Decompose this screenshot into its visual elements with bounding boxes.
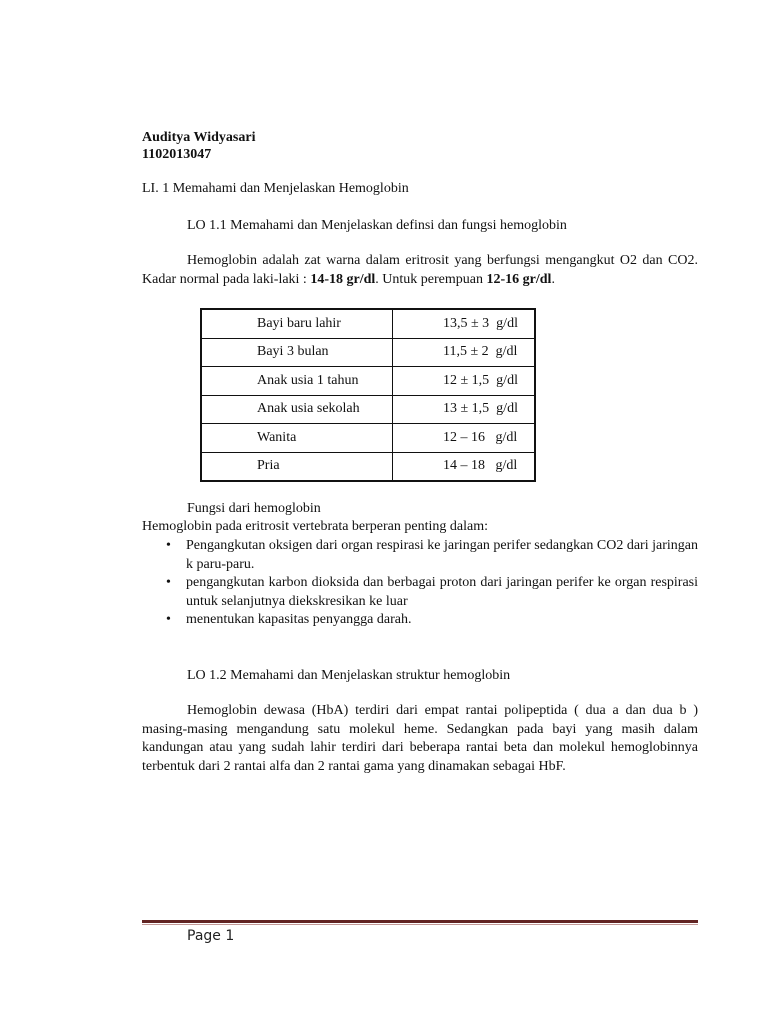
bullet-icon: • bbox=[166, 575, 171, 590]
hb-value-cell: 13,5 ± 3 g/dl bbox=[393, 309, 536, 338]
para-text: . bbox=[551, 271, 555, 287]
age-group-cell: Bayi 3 bulan bbox=[201, 338, 393, 367]
table-row bbox=[201, 424, 535, 453]
hb-value-cell: 12 ± 1,5 g/dl bbox=[393, 367, 536, 396]
hb-value-cell: 11,5 ± 2 g/dl bbox=[393, 338, 536, 367]
paragraph-hemoglobin-structure: Hemoglobin dewasa (HbA) terdiri dari empat rantai polipeptida ( dua a dan dua b ) masing-masing mengandung satu molekul heme. Sedangkan pada bayi yang masih dalam kandungan atau yang sudah lahir terdiri dari beberapa rantai beta dan molekul hemoglobinnya terbentuk dari 2 rantai alfa dan 2 rantai gama yang dinamakan sebagai HbF. bbox=[142, 703, 698, 774]
list-item-text: pengangkutan karbon dioksida dan berbagai proton dari jaringan perifer ke organ respirasi untuk selanjutnya diekskresikan ke luar bbox=[186, 575, 698, 609]
female-range: 12-16 gr/dl bbox=[486, 271, 552, 287]
age-group-cell: Bayi baru lahir bbox=[201, 309, 393, 338]
paragraph-hemoglobin-definition bbox=[142, 252, 698, 289]
heading-lo11: LO 1.1 Memahami dan Menjelaskan definsi dan fungsi hemoglobin bbox=[187, 218, 567, 233]
male-range: 14-18 gr/dl bbox=[310, 271, 376, 287]
list-item bbox=[142, 611, 698, 630]
para-text: . Untuk perempuan bbox=[375, 271, 487, 287]
fungsi-intro: Hemoglobin pada eritrosit vertebrata berperan penting dalam: bbox=[142, 519, 488, 534]
heading-li1: LI. 1 Memahami dan Menjelaskan Hemoglobin bbox=[142, 181, 409, 196]
list-item bbox=[142, 537, 698, 574]
hb-value-cell: 12 – 16 g/dl bbox=[393, 424, 536, 453]
bullet-icon: • bbox=[166, 612, 171, 627]
list-item-text: Pengangkutan oksigen dari organ respirasi ke jaringan perifer sedangkan CO2 dari jaringan k paru-paru. bbox=[186, 538, 698, 572]
table-row bbox=[201, 338, 535, 367]
heading-lo12: LO 1.2 Memahami dan Menjelaskan struktur hemoglobin bbox=[187, 668, 511, 683]
footer-rule bbox=[142, 920, 698, 923]
table-row bbox=[201, 452, 535, 481]
age-group-cell: Wanita bbox=[201, 424, 393, 453]
hemoglobin-table bbox=[200, 308, 536, 482]
table-row bbox=[201, 367, 535, 396]
list-item-text: menentukan kapasitas penyangga darah. bbox=[186, 612, 412, 627]
fungsi-heading: Fungsi dari hemoglobin bbox=[187, 501, 321, 516]
bullet-icon: • bbox=[166, 538, 171, 553]
hb-value-cell: 13 ± 1,5 g/dl bbox=[393, 395, 536, 424]
list-item bbox=[142, 574, 698, 611]
para-text: Hemoglobin adalah zat warna dalam eritrosit yang berfungsi mengangkut O2 dan CO2. Kadar normal pada laki-laki : bbox=[142, 253, 698, 287]
age-group-cell: Pria bbox=[201, 452, 393, 481]
table-row bbox=[201, 309, 535, 338]
table-row bbox=[201, 395, 535, 424]
age-group-cell: Anak usia 1 tahun bbox=[201, 367, 393, 396]
page-number: Page 1 bbox=[187, 928, 235, 944]
footer-rule-thin bbox=[142, 924, 698, 925]
student-id: 1102013047 bbox=[142, 147, 212, 162]
hb-value-cell: 14 – 18 g/dl bbox=[393, 452, 536, 481]
age-group-cell: Anak usia sekolah bbox=[201, 395, 393, 424]
fungsi-list bbox=[142, 537, 698, 630]
author-name: Auditya Widyasari bbox=[142, 130, 256, 145]
